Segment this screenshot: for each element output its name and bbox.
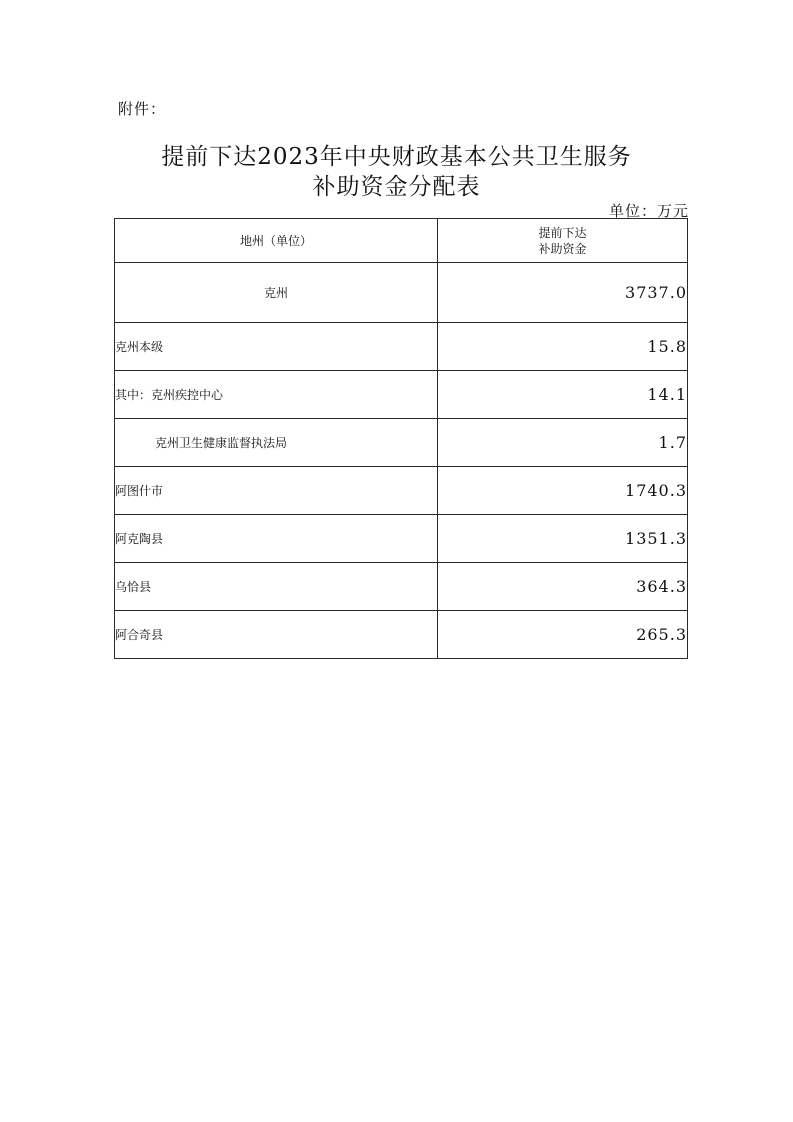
table-row (115, 419, 688, 467)
region-name: 阿合奇县 (115, 611, 438, 659)
table-row (115, 323, 688, 371)
region-name: 乌恰县 (115, 563, 438, 611)
amount-value: 1740.3 (438, 467, 688, 515)
table-row (115, 371, 688, 419)
table-row (115, 611, 688, 659)
region-name: 阿图什市 (115, 467, 438, 515)
amount-value: 15.8 (438, 323, 688, 371)
table-header-row (115, 219, 688, 263)
amount-value: 364.3 (438, 563, 688, 611)
amount-value: 1.7 (438, 419, 688, 467)
region-name: 其中：克州疾控中心 (115, 371, 438, 419)
table-row (115, 515, 688, 563)
amount-value: 14.1 (438, 371, 688, 419)
allocation-table (114, 218, 688, 659)
column-header-amount (438, 219, 688, 263)
attachment-label: 附件： (118, 100, 167, 118)
column-header-amount-line-2: 补助资金 (538, 241, 587, 256)
region-name: 克州本级 (115, 323, 438, 371)
region-name: 阿克陶县 (115, 515, 438, 563)
document-title-line-2: 补助资金分配表 (312, 174, 481, 200)
region-name: 克州卫生健康监督执法局 (115, 419, 438, 467)
table-row (115, 563, 688, 611)
unit-label: 单位：万元 (608, 202, 689, 220)
amount-value: 3737.0 (438, 263, 688, 323)
amount-value: 1351.3 (438, 515, 688, 563)
table-row-total (115, 263, 688, 323)
amount-value: 265.3 (438, 611, 688, 659)
column-header-amount-line-1: 提前下达 (538, 225, 587, 240)
region-name: 克州 (115, 263, 438, 323)
document-title-line-1: 提前下达2023年中央财政基本公共卫生服务 (161, 144, 632, 170)
column-header-region: 地州（单位） (115, 219, 438, 263)
table-row (115, 467, 688, 515)
